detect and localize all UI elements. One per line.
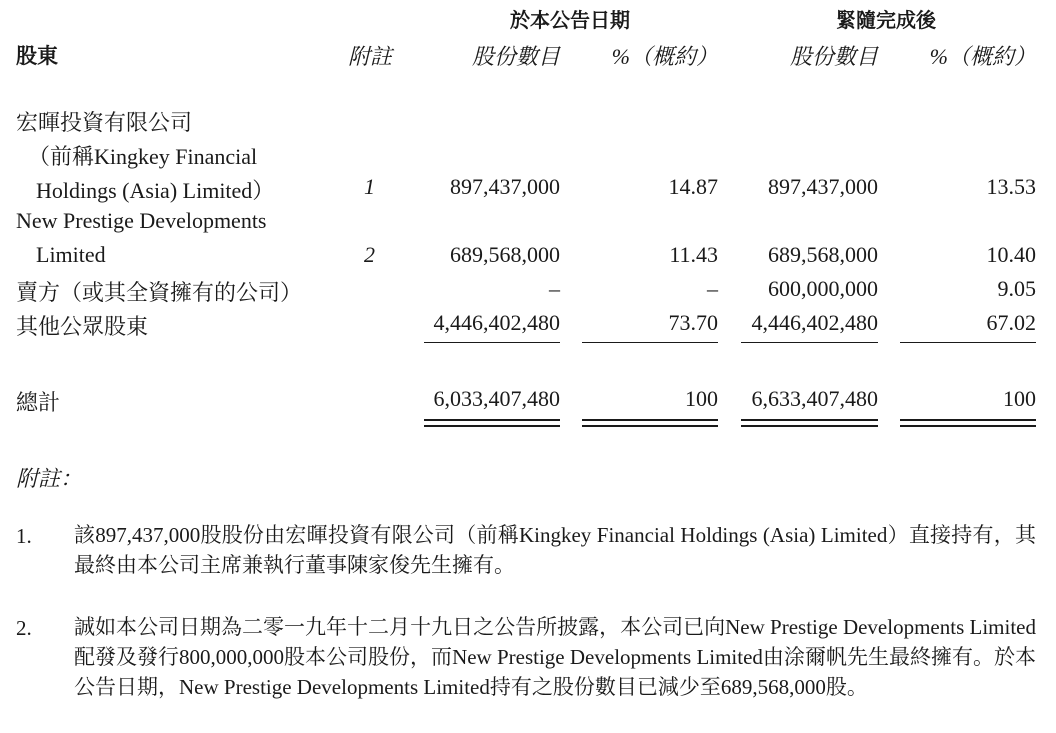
col-header-pct-a: %（概約） [611, 44, 718, 69]
total-double-rule-shares-b [741, 419, 878, 427]
row-3-name: 賣方（或其全資擁有的公司） [16, 280, 303, 305]
subtotal-rule-shares-b [741, 342, 878, 343]
subtotal-rule-pct-a [582, 342, 718, 343]
row-2-pct-b: 10.40 [986, 242, 1036, 267]
total-shares-a: 6,033,407,480 [433, 386, 560, 411]
row-3-pct-b: 9.05 [997, 276, 1036, 301]
col-header-notes: 附註 [348, 44, 393, 69]
row-1-pct-b: 13.53 [986, 174, 1036, 199]
row-1-pct-a: 14.87 [668, 174, 718, 199]
row-1-shares-b: 897,437,000 [768, 174, 878, 199]
row-3-pct-a: – [707, 276, 718, 301]
row-4-pct-a: 73.70 [668, 310, 718, 335]
row-2-name-line-1: New Prestige Developments [16, 208, 267, 233]
total-double-rule-shares-a [424, 419, 560, 427]
total-double-rule-pct-a [582, 419, 718, 427]
subtotal-rule-pct-b [900, 342, 1036, 343]
group-header-after-completion: 緊隨完成後 [836, 8, 936, 32]
row-1-name-line-1: 宏暉投資有限公司 [16, 110, 193, 135]
row-1-name-line-3: Holdings (Asia) Limited） [36, 178, 275, 203]
total-pct-a: 100 [685, 386, 718, 411]
note-1-number: 1. [16, 524, 32, 548]
row-4-shares-a: 4,446,402,480 [433, 310, 560, 335]
row-4-shares-b: 4,446,402,480 [751, 310, 878, 335]
row-1-note: 1 [364, 174, 375, 199]
row-3-shares-b: 600,000,000 [768, 276, 878, 301]
total-shares-b: 6,633,407,480 [751, 386, 878, 411]
total-label: 總計 [16, 390, 61, 415]
col-header-shares-b: 股份數目 [789, 44, 878, 69]
col-header-shareholder: 股東 [16, 44, 58, 68]
note-2-text: 誠如本公司日期為二零一九年十二月十九日之公告所披露，本公司已向New Prestige Developments Limited配發及發行800,000,000股本公司股份，而New Prestige Developments Limited由涂爾帆先生最終擁有。於本公告日期，New Prestige Developments Limited持有之股份數目已減少至689,568,000股。 [74, 615, 1036, 699]
total-double-rule-pct-b [900, 419, 1036, 427]
row-4-pct-b: 67.02 [986, 310, 1036, 335]
subtotal-rule-shares-a [424, 342, 560, 343]
row-2-pct-a: 11.43 [669, 242, 718, 267]
row-2-note: 2 [364, 242, 375, 267]
row-2-shares-b: 689,568,000 [768, 242, 878, 267]
row-2-shares-a: 689,568,000 [450, 242, 560, 267]
note-1-text: 該897,437,000股股份由宏暉投資有限公司（前稱Kingkey Financial Holdings (Asia) Limited）直接持有，其最終由本公司主席兼執行董事陳家俊先生擁有。 [74, 523, 1036, 577]
note-2-number: 2. [16, 616, 32, 640]
row-4-name: 其他公眾股東 [16, 314, 149, 339]
row-2-name-line-2: Limited [36, 242, 106, 267]
row-1-name-line-2: （前稱Kingkey Financial [28, 144, 258, 169]
col-header-pct-b: %（概約） [929, 44, 1036, 69]
row-3-shares-a: – [549, 276, 560, 301]
row-1-shares-a: 897,437,000 [450, 174, 560, 199]
col-header-shares-a: 股份數目 [471, 44, 560, 69]
group-header-announcement-date: 於本公告日期 [510, 8, 630, 32]
notes-heading: 附註： [16, 466, 83, 491]
total-pct-b: 100 [1003, 386, 1036, 411]
